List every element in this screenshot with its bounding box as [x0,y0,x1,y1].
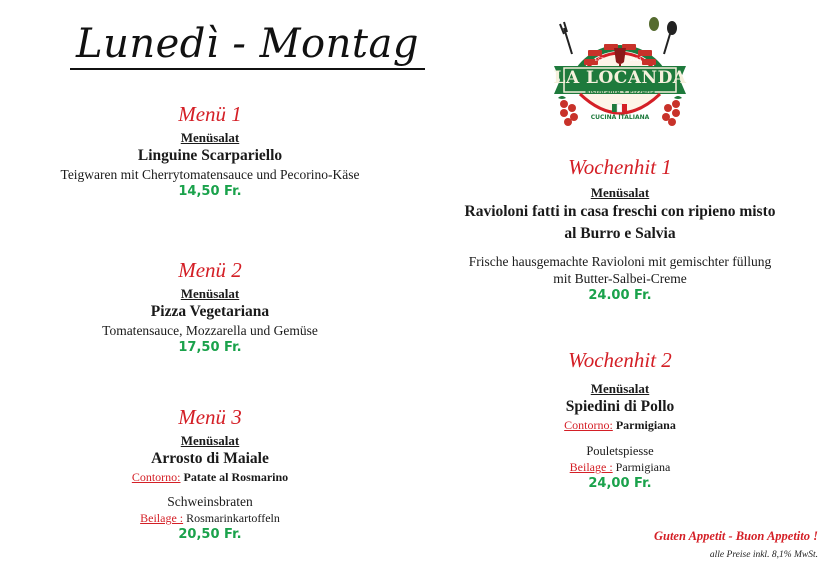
dish-description: Schweinsbraten [167,494,253,509]
dish-name-line-2: al Burro e Salvia [564,225,676,242]
contorno-label: Contorno: [131,470,181,484]
dish-price: 14,50 Fr. [178,184,242,199]
menu-salad: Menüsalat [590,185,650,200]
logo-name: LA LOCANDA [553,68,687,88]
contorno-value: Parmigiana [615,418,676,432]
beilage-label: Beilage : [140,511,184,525]
logo-est-label: EST [595,58,604,63]
menu-2 [20,258,400,357]
menu-3 [20,405,400,544]
page-title: Lunedì - Montag [70,22,425,70]
contorno-line [20,469,400,485]
dish-name: Linguine Scarpariello [137,147,283,164]
menu-salad: Menüsalat [180,433,240,448]
dish-description: Tomatensauce, Mozzarella und Gemüse [102,323,318,338]
dish-description: Pouletspiesse [586,444,654,458]
logo-tagline: Ristorante • Pizzeria [584,89,656,96]
dish-name: Spiedini di Pollo [565,398,675,415]
dish-name: Pizza Vegetariana [150,303,270,320]
logo-subtitle: CUCINA ITALIANA [590,114,650,121]
dish-price: 24.00 Fr. [588,288,652,303]
dish-price: 20,50 Fr. [178,527,242,542]
wochenhit-1 [430,155,810,305]
menu-salad: Menüsalat [180,286,240,301]
menu-title: Menü 1 [178,102,242,126]
restaurant-logo [550,14,690,132]
menu-title: Wochenhit 1 [568,155,672,179]
beilage-line [430,459,810,475]
greeting: Guten Appetit - Buon Appetito ! [653,529,818,543]
dish-description: Teigwaren mit Cherrytomatensauce und Pecorino-Käse [60,167,360,182]
menu-salad: Menüsalat [590,381,650,396]
menu-title: Wochenhit 2 [568,348,672,372]
dish-description-line-1: Frische hausgemachte Ravioloni mit gemischter füllung [468,254,772,269]
menu-title: Menü 2 [178,258,242,282]
dish-price: 17,50 Fr. [178,340,242,355]
menu-salad: Menüsalat [180,130,240,145]
logo-est-year: 2013 [630,58,642,63]
menu-title: Menü 3 [178,405,242,429]
contorno-line [430,417,810,433]
beilage-value: Rosmarinkartoffeln [186,511,280,525]
price-note: alle Preise inkl. 8,1% MwSt. [709,550,818,560]
dish-name: Arrosto di Maiale [151,450,269,467]
dish-name-line-1: Ravioloni fatti in casa freschi con ripieno misto [464,203,776,220]
contorno-value: Patate al Rosmarino [183,470,289,484]
beilage-label: Beilage : [569,460,613,474]
beilage-value: Parmigiana [615,460,671,474]
menu-1 [20,102,400,201]
dish-description-line-2: mit Butter-Salbei-Creme [553,271,687,286]
beilage-line [20,510,400,526]
wochenhit-2 [430,348,810,493]
dish-price: 24,00 Fr. [588,476,652,491]
contorno-label: Contorno: [564,418,613,432]
